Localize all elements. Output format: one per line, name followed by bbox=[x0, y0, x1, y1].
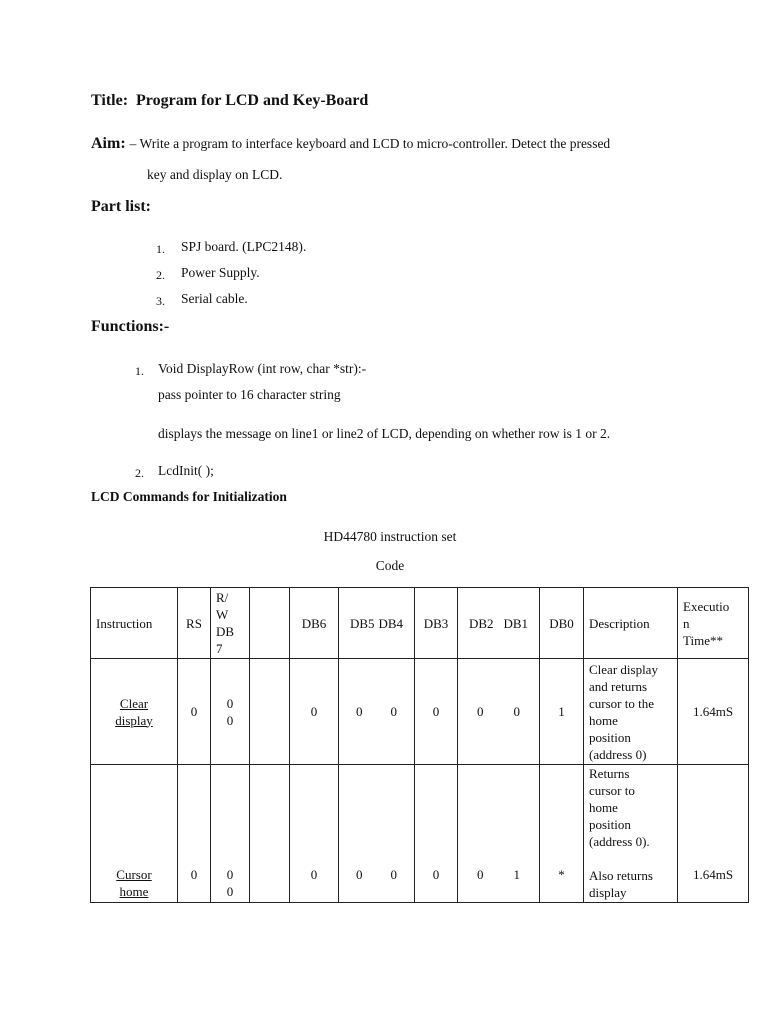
page-title: Title: Program for LCD and Key-Board bbox=[91, 92, 369, 109]
header-db0: DB0 bbox=[540, 588, 584, 659]
cell-db2-db1: 0 1 bbox=[458, 765, 540, 903]
cell-description: Clear display and returns cursor to the home position (address 0) bbox=[584, 659, 678, 765]
table-subcaption: Code bbox=[375, 558, 405, 573]
cell-rs: 0 bbox=[178, 765, 211, 903]
header-db5-db4: DB5 DB4 bbox=[339, 588, 415, 659]
table-caption: HD44780 instruction set bbox=[323, 529, 457, 544]
header-description: Description bbox=[584, 588, 678, 659]
header-db3: DB3 bbox=[415, 588, 458, 659]
list-item: Power Supply. bbox=[181, 265, 260, 280]
instruction-clear-display: Clear display bbox=[91, 659, 178, 765]
part-list-heading: Part list: bbox=[91, 198, 151, 215]
table-row bbox=[91, 659, 749, 765]
header-exec-time: Executio n Time** bbox=[678, 588, 749, 659]
cell-exec-time: 1.64mS bbox=[678, 659, 749, 765]
header-db6: DB6 bbox=[290, 588, 339, 659]
cell-db0: 1 bbox=[540, 659, 584, 765]
aim-line2: key and display on LCD. bbox=[147, 167, 283, 182]
cell-blank bbox=[250, 659, 290, 765]
function-signature: Void DisplayRow (int row, char *str):- bbox=[158, 361, 367, 376]
list-item-number: 2. bbox=[135, 466, 144, 480]
function-description: pass pointer to 16 character string bbox=[158, 387, 341, 402]
list-item-number: 1. bbox=[156, 242, 165, 256]
cell-db0: * bbox=[540, 765, 584, 903]
cell-rw-db7: 0 0 bbox=[211, 765, 250, 903]
list-item: SPJ board. (LPC2148). bbox=[181, 239, 307, 254]
aim-label: Aim: bbox=[91, 135, 126, 152]
header-instruction: Instruction bbox=[91, 588, 178, 659]
cell-db3: 0 bbox=[415, 765, 458, 903]
list-item-number: 1. bbox=[135, 364, 144, 378]
cell-db3: 0 bbox=[415, 659, 458, 765]
header-db2-db1: DB2 DB1 bbox=[458, 588, 540, 659]
header-rw-db7: R/ W DB 7 bbox=[211, 588, 250, 659]
list-item-number: 3. bbox=[156, 294, 165, 308]
cell-description: Returns cursor to home position (address 0). Also returns display bbox=[584, 765, 678, 903]
header-rs: RS bbox=[178, 588, 211, 659]
cell-blank bbox=[250, 765, 290, 903]
function-description: displays the message on line1 or line2 of LCD, depending on whether row is 1 or 2. bbox=[158, 426, 611, 441]
cell-db2-db1: 0 0 bbox=[458, 659, 540, 765]
aim-section bbox=[91, 135, 610, 153]
cell-rs: 0 bbox=[178, 659, 211, 765]
table-header-row bbox=[91, 588, 749, 659]
list-item: Serial cable. bbox=[181, 291, 248, 306]
cell-rw-db7: 0 0 bbox=[211, 659, 250, 765]
instruction-table bbox=[90, 587, 749, 903]
cell-db5-db4: 0 0 bbox=[339, 659, 415, 765]
aim-line1: – Write a program to interface keyboard and LCD to micro-controller. Detect the pressed bbox=[129, 136, 611, 151]
cell-db6: 0 bbox=[290, 765, 339, 903]
function-signature: LcdInit( ); bbox=[158, 463, 214, 478]
cell-db5-db4: 0 0 bbox=[339, 765, 415, 903]
lcd-commands-heading: LCD Commands for Initialization bbox=[91, 489, 287, 504]
table-row bbox=[91, 765, 749, 903]
list-item-number: 2. bbox=[156, 268, 165, 282]
cell-exec-time: 1.64mS bbox=[678, 765, 749, 903]
cell-db6: 0 bbox=[290, 659, 339, 765]
functions-heading: Functions:- bbox=[91, 318, 170, 335]
instruction-cursor-home: Cursor home bbox=[91, 765, 178, 903]
header-blank bbox=[250, 588, 290, 659]
